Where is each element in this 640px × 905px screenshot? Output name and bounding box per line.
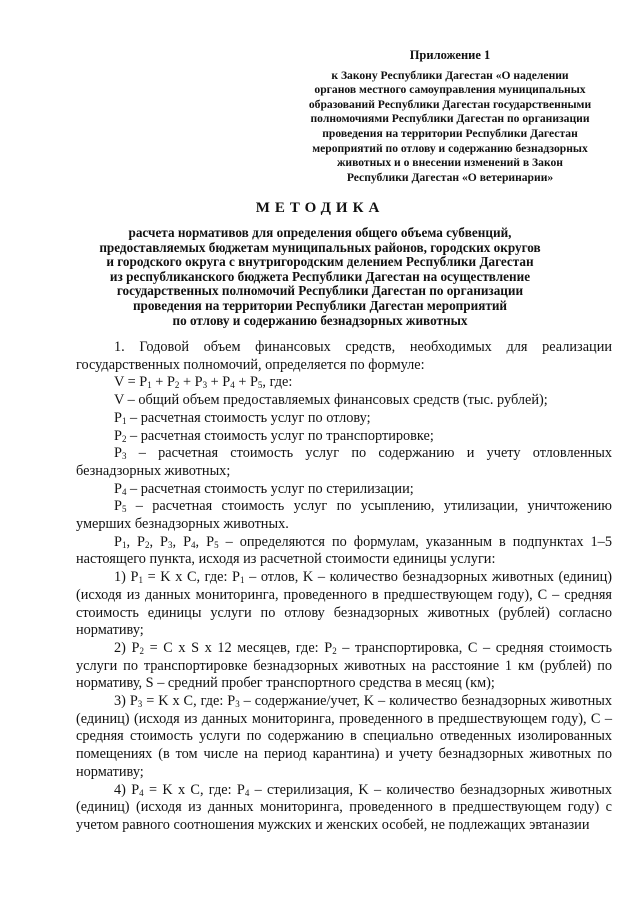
list-item-2: 2) $P_2 = C$ x S x 12 месяцев, где: $P_2$ – транспортировка, C – средняя стоимость услуги по транспортировке безнадзорных животных на расстояние 1 км (рублей) по нормативу, S – средний пробег транспортного средства в месяц (км); bbox=[76, 639, 613, 692]
subtitle-line: по отлову и содержанию безнадзорных животных bbox=[172, 312, 468, 328]
subtitle-line: проведения на территории Республики Дагестан мероприятий bbox=[132, 297, 508, 313]
definition-p1: $P_1$ – расчетная стоимость услуг по отлову; bbox=[114, 409, 371, 426]
list-item-4: 4) $P_4 = K$ x C, где: $P_4$ – стерилизация, K – количество безнадзорных животных (единиц) (исходя из данных мониторинга, проведенного в предшествующем году) с учетом равного соотношения мужских и женских особей, не подлежащих эвтаназии bbox=[76, 781, 613, 833]
appendix-line: к Закону Республики Дагестан «О наделении bbox=[331, 68, 569, 82]
subtitle-line: из республиканского бюджета Республики Дагестан на осуществление bbox=[109, 268, 531, 284]
subtitle-line: и городского округа с внутригородским делением Республики Дагестан bbox=[106, 254, 534, 270]
appendix-line: мероприятий по отлову и содержанию безнадзорных bbox=[312, 141, 588, 155]
paragraph-1: 1. Годовой объем финансовых средств, необходимых для реализации государственных полномочий, определяется по формуле: bbox=[76, 339, 612, 373]
appendix-line: образований Республики Дагестан государственными bbox=[308, 97, 592, 111]
definition-v: V – общий объем предоставляемых финансовых средств (тыс. рублей); bbox=[114, 392, 548, 409]
subtitle-line: государственных полномочий Республики Дагестан по организации bbox=[116, 283, 524, 299]
subtitle-line: предоставляемых бюджетам муниципальных районов, городских округов bbox=[99, 239, 541, 255]
document-subtitle bbox=[88, 226, 552, 328]
definition-p4: $P_4$ – расчетная стоимость услуг по стерилизации; bbox=[114, 480, 414, 497]
appendix-line: проведения на территории Республики Дагестан bbox=[322, 126, 578, 140]
document-title: МЕТОДИКА bbox=[255, 200, 385, 216]
appendix-line: органов местного самоуправления муниципальных bbox=[314, 83, 586, 97]
definition-p2: $P_2$ – расчетная стоимость услуг по транспортировке; bbox=[114, 427, 434, 444]
appendix-line: животных и о внесении изменений в Закон bbox=[337, 156, 563, 170]
appendix-line: Республики Дагестан «О ветеринарии» bbox=[346, 170, 554, 184]
appendix-line: полномочиями Республики Дагестан по организации bbox=[310, 112, 590, 126]
intro-paragraph: $P_1$, $P_2$, $P_3$, $P_4$, $P_5$ – определяются по формулам, указанным в подпунктах 1–5 настоящего пункта, исходя из расчетной стоимости единицы услуги: bbox=[76, 533, 612, 568]
subtitle-line: расчета нормативов для определения общего объема субвенций, bbox=[128, 225, 512, 240]
appendix-title: Приложение 1 bbox=[409, 48, 491, 62]
definition-p5: $P_5$ – расчетная стоимость услуг по усыплению, утилизации, уничтожению умерших безнадзорных животных. bbox=[76, 498, 612, 533]
document-body bbox=[76, 339, 612, 835]
appendix-header bbox=[300, 48, 600, 185]
list-item-3: 3) $P_3 = K$ x C, где: $P_3$ – содержание/учет, K – количество безнадзорных животных (единиц) (исходя из данных мониторинга, проведенного в предшествующем году), C – средняя стоимость услуги по содержанию в специально отведенных изолированных помещениях (в том числе на период карантина) и учету безнадзорных животных по нормативу; bbox=[76, 693, 613, 780]
definition-p3: $P_3$ – расчетная стоимость услуг по содержанию и учету отловленных безнадзорных животных; bbox=[76, 445, 612, 479]
formula: $V = P_1 + P_2 + P_3 + P_4 + P_5$, где: bbox=[114, 374, 293, 391]
list-item-1: 1) $P_1 = K$ x C, где: $P_1$ – отлов, K – количество безнадзорных животных (единиц) (исходя из данных мониторинга, проведенного в предшествующем году), C – средняя стоимость единицы услуги по отлову безнадзорных животных (рублей) согласно нормативу; bbox=[76, 569, 613, 639]
